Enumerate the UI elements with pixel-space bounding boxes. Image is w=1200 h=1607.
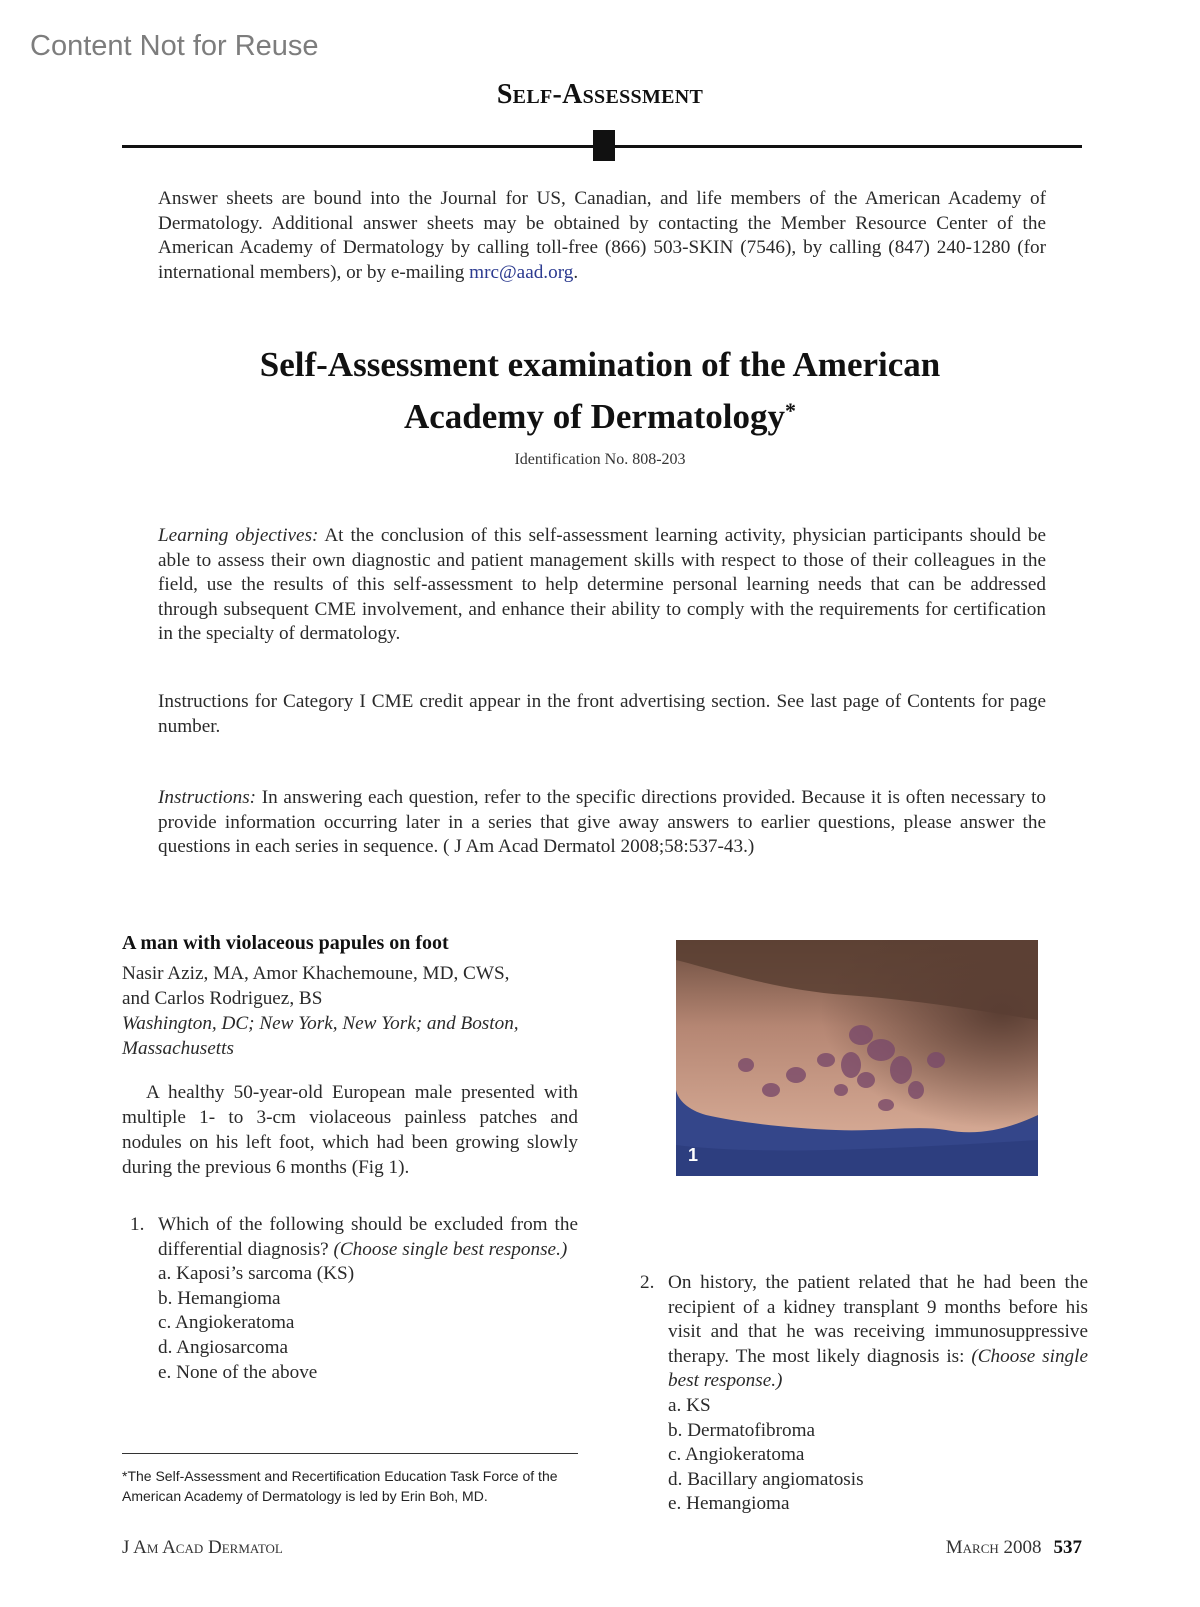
journal-name: J Am Acad Dermatol [122,1537,283,1558]
cme-note: Instructions for Category I CME credit appear in the front advertising section. See last page of Contents for page number. [158,691,1046,737]
case-locations-2: Massachusetts [122,1038,234,1059]
question-2-option-e: e. Hemangioma [668,1493,790,1515]
figure-1-photo [676,940,1038,1176]
question-2-number: 2. [640,1272,655,1293]
question-1-number: 1. [130,1214,145,1235]
question-1-directive: (Choose single best response.) [333,1238,568,1260]
page-title-line-2: Academy of Dermatology [403,397,785,436]
question-1-option-e: e. None of the above [158,1361,318,1383]
case-authors-2: and Carlos Rodriguez, BS [122,988,323,1009]
question-2-stem: On history, the patient related that he had been the recipient of a kidney transplant 9 months before his visit and that he was receiving immunosuppressive therapy. The most likely diagnosis is: (Choose single best response.) [668,1272,1088,1392]
case-title: A man with violaceous papules on foot [122,932,449,954]
case-locations-1: Washington, DC; New York, New York; and Boston, [122,1013,519,1034]
answer-sheets-paragraph: Answer sheets are bound into the Journal for US, Canadian, and life members of the American Academy of Dermatology. Additional answer sheets may be obtained by contacting the Member Resource Center of the American Academy of Dermatology by calling toll-free (866) 503-SKIN (7546), by calling (847) 240-1280 (for international members), or by e-mailing mrc@aad.org. [158,188,1046,283]
question-1-option-c: c. Angiokeratoma [158,1312,295,1334]
page-title [0,342,1200,440]
question-1-option-a: a. Kaposi’s sarcoma (KS) [158,1263,355,1285]
footnote: *The Self-Assessment and Recertification Education Task Force of the American Academy of Dermatology is led by Erin Boh, MD. [122,1468,558,1504]
figure-1-label: 1 [688,1145,699,1165]
question-2-option-a: a. KS [668,1394,711,1416]
question-2-directive: (Choose single best response.) [668,1345,1088,1392]
email-link[interactable]: mrc@aad.org [469,261,574,283]
learning-objectives [158,524,1046,647]
footnote-rule [122,1453,578,1454]
answer-sheets-text: Answer sheets are bound into the Journal for US, Canadian, and life members of the American Academy of Dermatology. Additional answer sheets may be obtained by contacting the Member Resource Center of the American Academy of Dermatology by calling toll-free (866) 503-SKIN (7546), by calling (847) 240-1280 (for international members), or by e-mailing [158,188,1046,283]
issue-month: March [945,1537,999,1558]
learning-objectives-text: At the conclusion of this self-assessment learning activity, physician participants should be able to assess their own diagnostic and patient management skills with respect to those of their colleagues in the field, use the results of this self-assessment to help determine personal learning needs that can be addressed through subsequent CME involvement, and enhance their ability to comply with the requirements for certification in the specialty of dermatology. [158,525,1046,645]
title-footnote-mark: * [785,398,796,423]
instructions-label: Instructions: [158,787,257,808]
question-2-option-c: c. Angiokeratoma [668,1444,805,1466]
issue-date [920,1537,1082,1559]
instructions [158,786,1046,860]
instructions-text: In answering each question, refer to the specific directions provided. Because it is often necessary to provide information occurring later in a series that give away answers to earlier questions, please answer the questions in each series in sequence. ( J Am Acad Dermatol 2008;58:537-43.) [158,787,1046,858]
question-2-option-b: b. Dermatofibroma [668,1419,816,1441]
watermark: Content Not for Reuse [30,30,319,62]
case-header [122,932,578,1061]
page-number: 537 [1053,1537,1082,1558]
section-heading: Self-Assessment [496,79,704,110]
question-1-stem: Which of the following should be excluded from the differential diagnosis? (Choose single best response.) [158,1214,578,1260]
question-2-option-d: d. Bacillary angiomatosis [668,1468,864,1490]
issue-year: 2008 [1003,1537,1042,1558]
question-1 [130,1213,578,1385]
learning-objectives-label: Learning objectives: [158,525,319,546]
identification-number: Identification No. 808-203 [514,451,686,468]
foot-lesions-image [676,940,1038,1176]
header-rule-marker [593,130,615,161]
case-authors-1: Nasir Aziz, MA, Amor Khachemoune, MD, CWS, [122,963,510,984]
question-1-option-d: d. Angiosarcoma [158,1336,289,1358]
question-1-option-b: b. Hemangioma [158,1287,281,1309]
page-title-line-1: Self-Assessment examination of the American [259,345,941,384]
case-presentation: A healthy 50-year-old European male presented with multiple 1- to 3-cm violaceous painless patches and nodules on his left foot, which had been growing slowly during the previous 6 months (Fig 1). [122,1082,578,1178]
question-2 [640,1271,1088,1517]
